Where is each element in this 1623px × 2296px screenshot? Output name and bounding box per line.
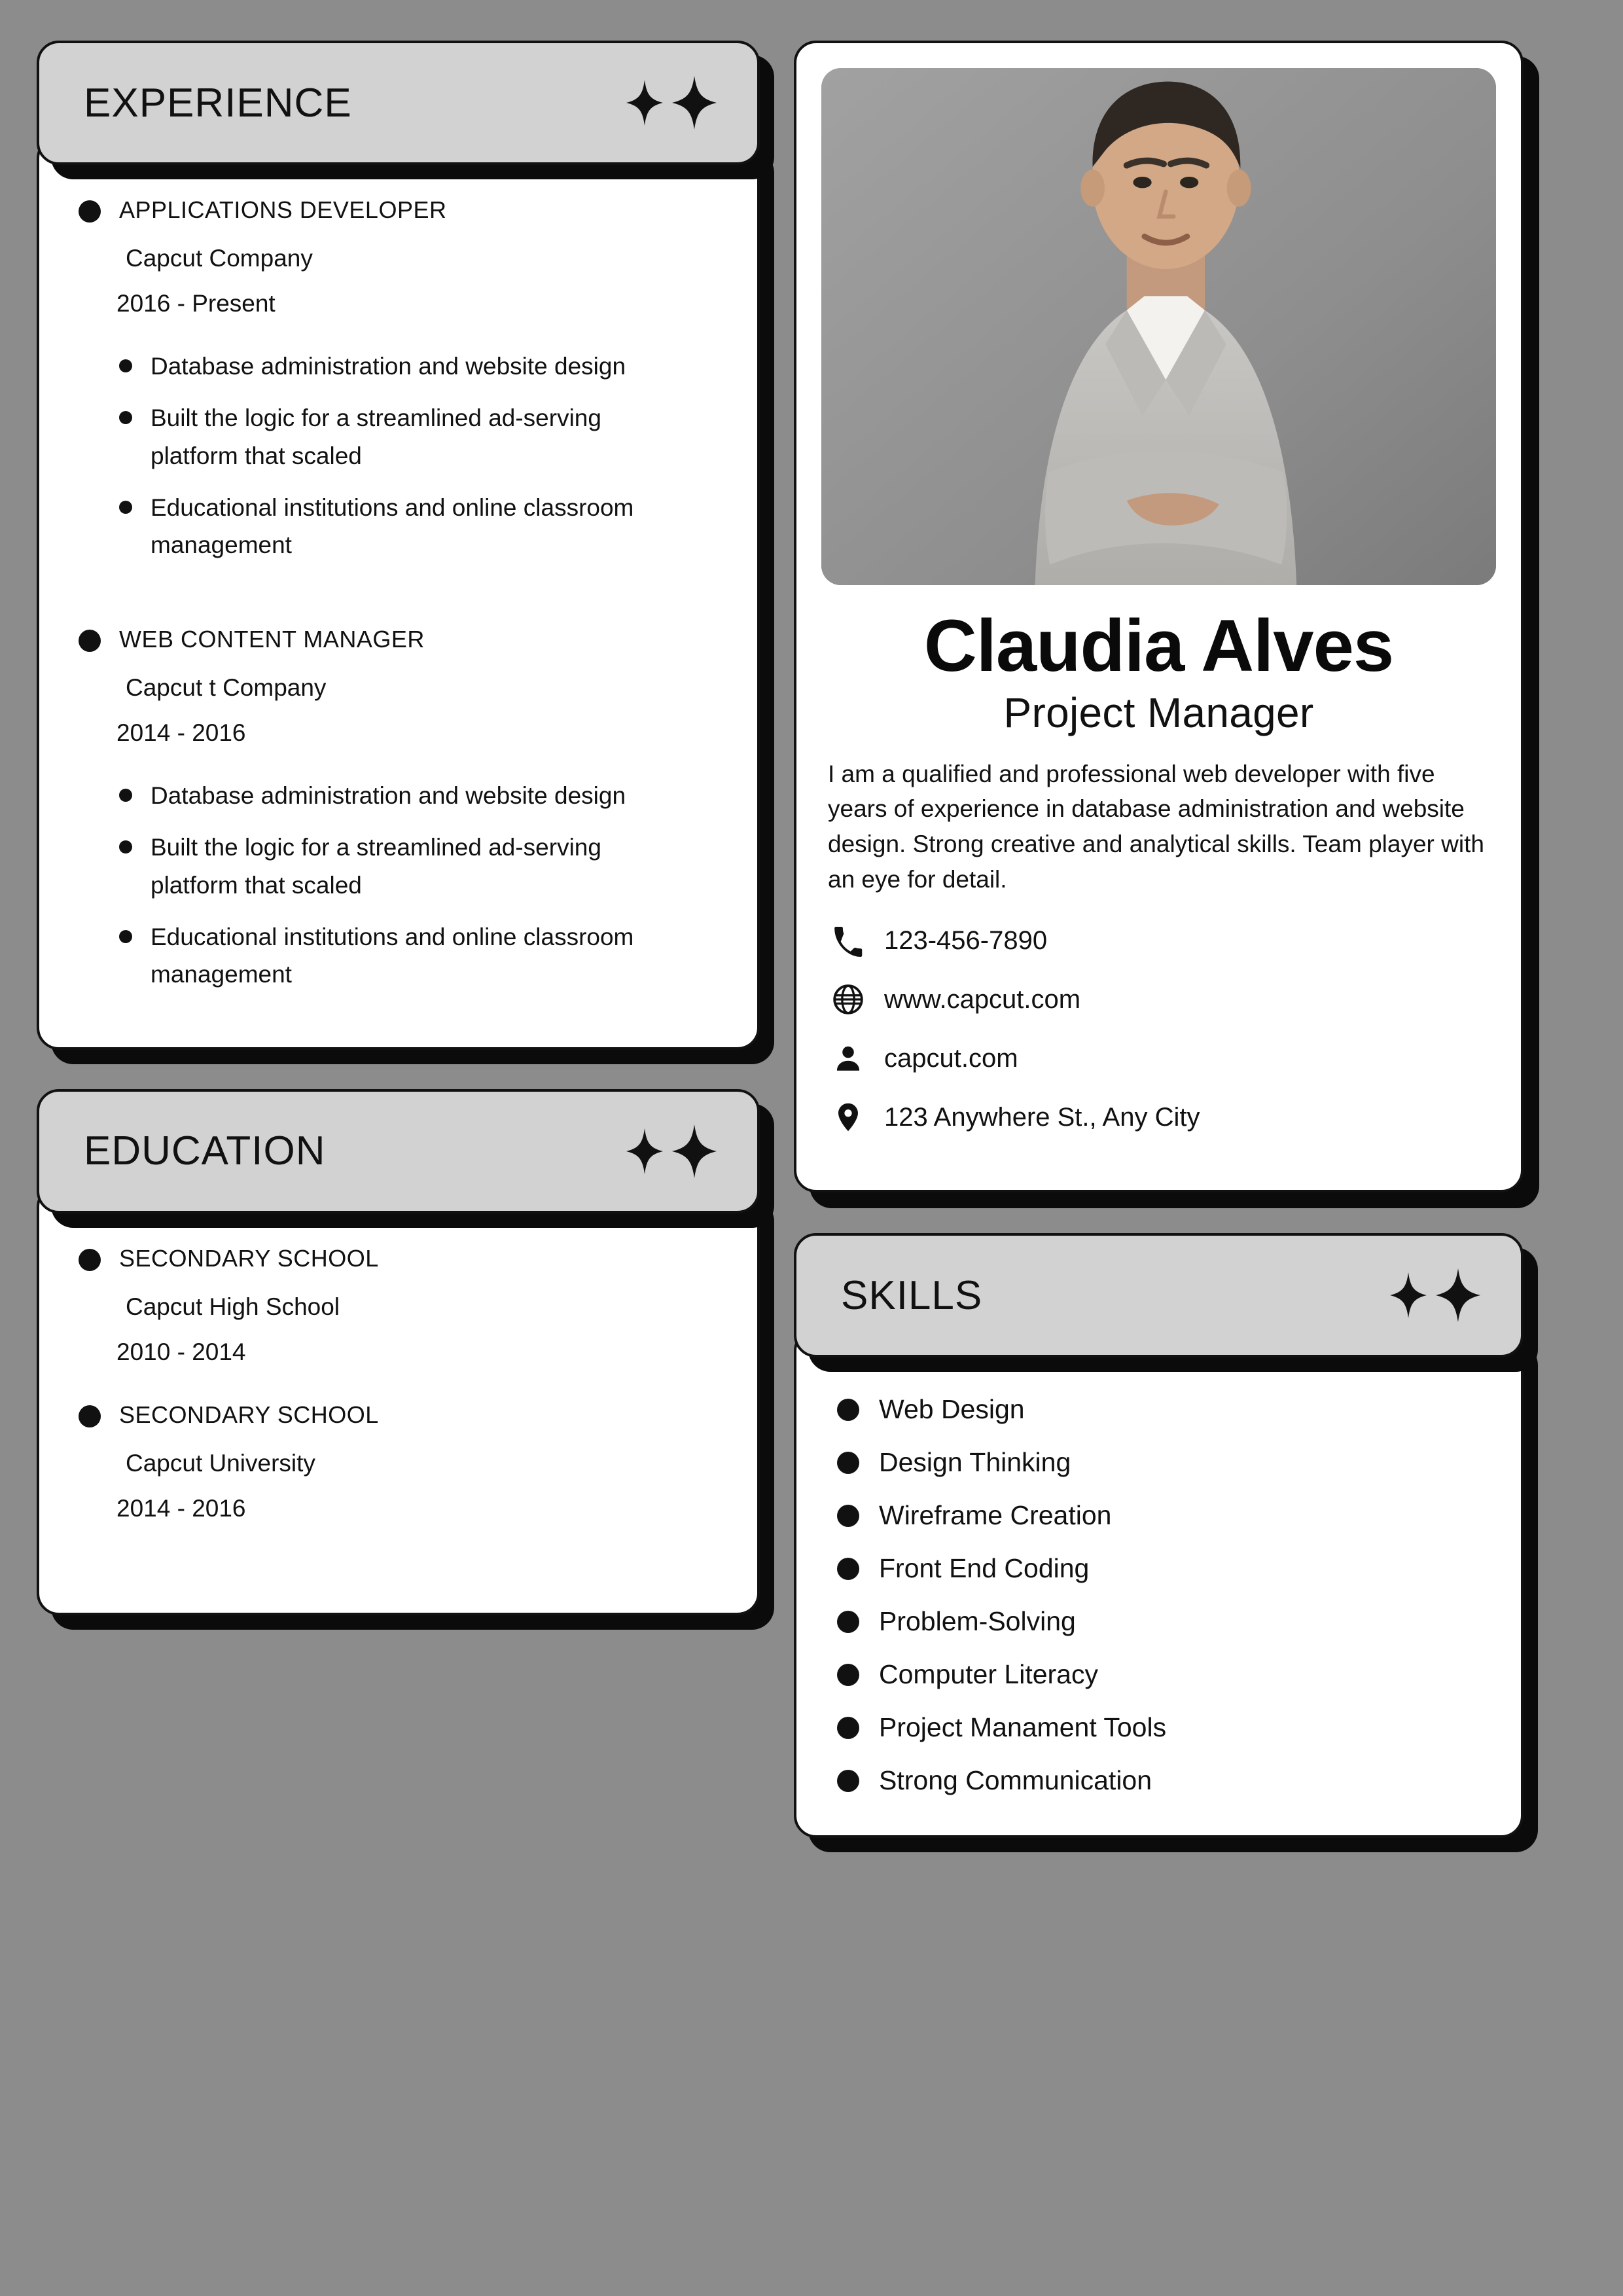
experience-entry-dates: 2014 - 2016 <box>116 719 246 746</box>
contact-address[interactable] <box>830 1100 1496 1135</box>
list-item <box>837 1500 1482 1531</box>
skill-label: Computer Literacy <box>879 1659 1098 1690</box>
sparkles-decoration <box>626 1124 717 1178</box>
education-body <box>37 1185 760 1615</box>
experience-entry <box>79 624 718 994</box>
experience-body <box>37 136 760 1050</box>
skill-label: Strong Communication <box>879 1765 1152 1796</box>
profile-photo <box>821 68 1496 585</box>
sparkles-decoration <box>1390 1268 1480 1322</box>
contact-website-text: www.capcut.com <box>884 984 1081 1014</box>
skill-label: Problem-Solving <box>879 1606 1076 1637</box>
education-entry-dates: 2014 - 2016 <box>116 1494 246 1522</box>
education-header <box>37 1089 760 1213</box>
contact-list <box>830 923 1496 1135</box>
education-entry <box>79 1400 718 1522</box>
bullet-dot-icon <box>119 501 132 514</box>
education-entry-title: SECONDARY SCHOOL <box>119 1244 379 1272</box>
sparkle-icon <box>672 76 717 130</box>
bullet-dot-icon <box>837 1611 859 1633</box>
list-item <box>837 1765 1482 1796</box>
bullet-dot-icon <box>837 1664 859 1686</box>
left-column <box>37 41 760 2255</box>
list-item <box>837 1553 1482 1584</box>
sparkle-icon <box>1390 1272 1427 1318</box>
bullet-text: Database administration and website design <box>151 353 626 380</box>
contact-website[interactable] <box>830 982 1496 1017</box>
bullet-dot-icon <box>837 1399 859 1421</box>
list-item <box>119 829 718 904</box>
bullet-dot-icon <box>79 1405 101 1427</box>
bullet-dot-icon <box>79 1249 101 1271</box>
portrait-illustration <box>821 68 1496 585</box>
list-item <box>119 777 718 814</box>
sparkle-icon <box>626 1128 663 1174</box>
skill-label: Web Design <box>879 1394 1025 1425</box>
list-item <box>837 1447 1482 1478</box>
education-entry <box>79 1244 718 1366</box>
bullet-text: Educational institutions and online classroom management <box>151 494 634 559</box>
bullet-dot-icon <box>837 1770 859 1792</box>
contact-username[interactable] <box>830 1041 1496 1076</box>
list-item <box>837 1394 1482 1425</box>
bullet-text: Built the logic for a streamlined ad-serving platform that scaled <box>151 404 601 469</box>
contact-username-text: capcut.com <box>884 1043 1018 1073</box>
skills-body <box>794 1329 1524 1838</box>
experience-header <box>37 41 760 165</box>
skills-header <box>794 1233 1524 1357</box>
list-item <box>837 1659 1482 1690</box>
experience-entry-title: APPLICATIONS DEVELOPER <box>119 196 447 223</box>
skill-label: Front End Coding <box>879 1553 1090 1584</box>
sparkle-icon <box>1436 1268 1480 1322</box>
education-entry-school: Capcut High School <box>126 1293 340 1320</box>
bullet-text: Built the logic for a streamlined ad-serving platform that scaled <box>151 834 601 899</box>
sparkle-icon <box>626 80 663 126</box>
experience-entry-bullets <box>119 348 718 564</box>
experience-entry-title: WEB CONTENT MANAGER <box>119 625 425 653</box>
experience-entry-company: Capcut Company <box>126 245 313 272</box>
page-title: Claudia Alves <box>923 605 1394 687</box>
skills-section <box>794 1233 1524 1838</box>
location-pin-icon <box>830 1100 866 1135</box>
profile-summary: I am a qualified and professional web developer with five years of experience in database administration and website design. Strong creative and analytical skills. Team player with an eye for detail. <box>828 760 1484 893</box>
experience-heading: EXPERIENCE <box>84 80 352 126</box>
bullet-text: Database administration and website design <box>151 781 626 809</box>
skills-heading: SKILLS <box>841 1272 983 1318</box>
bullet-text: Educational institutions and online classroom management <box>151 923 634 988</box>
bullet-dot-icon <box>119 789 132 802</box>
experience-section <box>37 41 760 1050</box>
bullet-dot-icon <box>119 930 132 943</box>
list-item <box>119 399 718 475</box>
skill-label: Wireframe Creation <box>879 1500 1112 1531</box>
profile-card <box>794 41 1524 1193</box>
bullet-dot-icon <box>837 1452 859 1474</box>
education-section <box>37 1089 760 1615</box>
bullet-dot-icon <box>79 200 101 223</box>
bullet-dot-icon <box>837 1558 859 1580</box>
experience-entry-bullets <box>119 777 718 994</box>
contact-phone[interactable] <box>830 923 1496 958</box>
bullet-dot-icon <box>79 630 101 652</box>
skill-label: Project Manament Tools <box>879 1712 1167 1743</box>
bullet-dot-icon <box>119 411 132 424</box>
person-icon <box>830 1041 866 1076</box>
phone-icon <box>830 923 866 958</box>
bullet-dot-icon <box>837 1717 859 1739</box>
contact-phone-text: 123-456-7890 <box>884 925 1048 955</box>
education-entry-school: Capcut University <box>126 1449 315 1477</box>
bullet-dot-icon <box>119 359 132 372</box>
bullet-dot-icon <box>119 840 132 853</box>
sparkle-icon <box>672 1124 717 1178</box>
education-entry-dates: 2010 - 2014 <box>116 1338 246 1365</box>
sparkles-decoration <box>626 76 717 130</box>
globe-icon <box>830 982 866 1017</box>
experience-entry-company: Capcut t Company <box>126 673 327 701</box>
skill-label: Design Thinking <box>879 1447 1071 1478</box>
education-entry-title: SECONDARY SCHOOL <box>119 1401 379 1428</box>
experience-entry-dates: 2016 - Present <box>116 290 276 317</box>
bullet-dot-icon <box>837 1505 859 1527</box>
list-item <box>119 918 718 994</box>
experience-entry <box>79 195 718 564</box>
profile-role: Project Manager <box>1003 689 1314 736</box>
education-heading: EDUCATION <box>84 1128 326 1174</box>
right-column <box>794 41 1524 2255</box>
list-item <box>119 348 718 385</box>
contact-address-text: 123 Anywhere St., Any City <box>884 1102 1200 1132</box>
list-item <box>837 1606 1482 1637</box>
list-item <box>837 1712 1482 1743</box>
list-item <box>119 489 718 564</box>
